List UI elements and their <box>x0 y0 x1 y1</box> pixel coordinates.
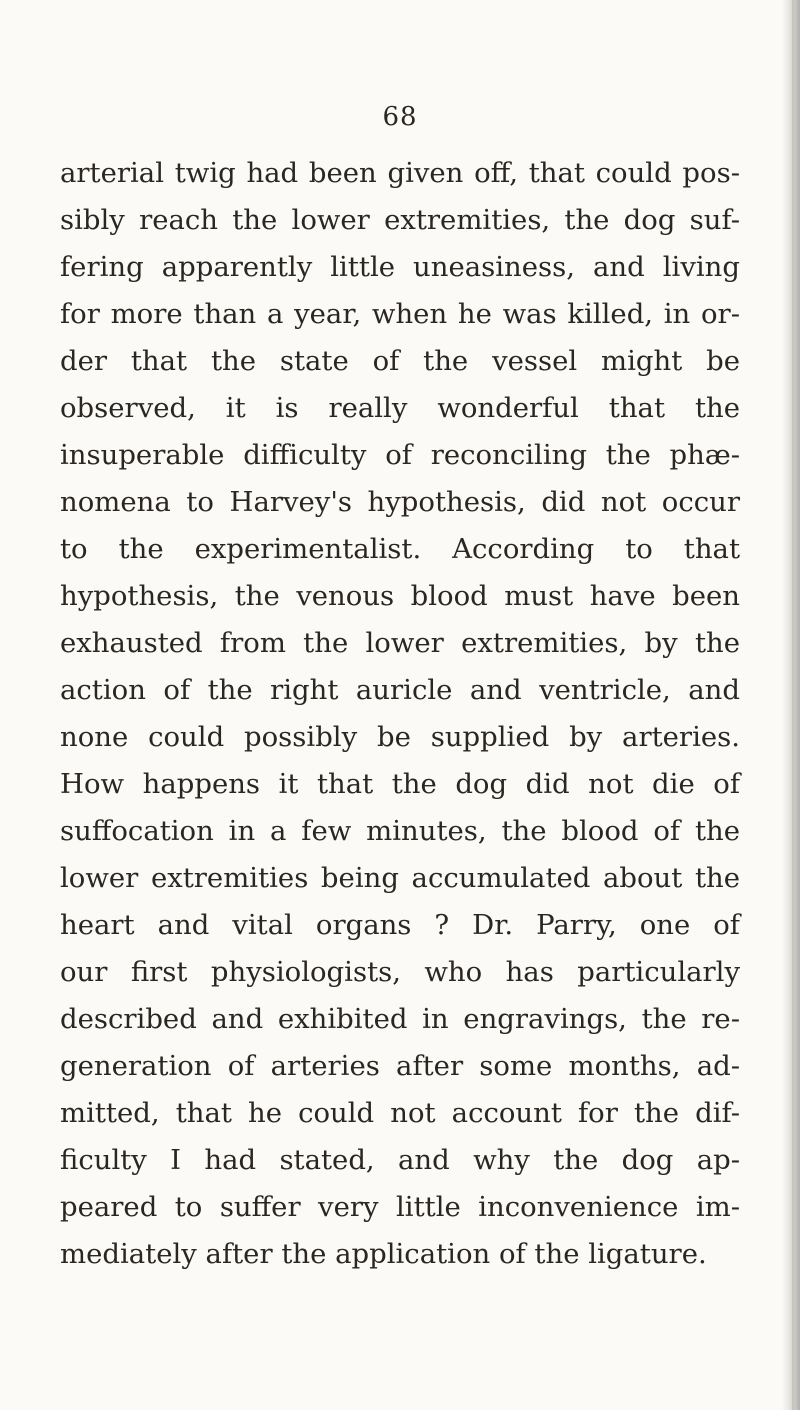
text-line: our first physiologists, who has particularly <box>60 956 740 988</box>
text-line: action of the right auricle and ventricle, and <box>60 674 740 706</box>
text-line: exhausted from the lower extremities, by the <box>60 627 740 659</box>
text-line: sibly reach the lower extremities, the dog suf- <box>60 204 740 236</box>
text-line: generation of arteries after some months, ad- <box>60 1050 740 1082</box>
text-line: lower extremities being accumulated about the <box>60 862 740 894</box>
text-line: insuperable difficulty of reconciling the phæ- <box>60 439 740 471</box>
body-paragraph <box>60 150 740 1278</box>
text-line: nomena to Harvey's hypothesis, did not occur <box>60 486 740 518</box>
text-line: to the experimentalist. According to that <box>60 533 740 565</box>
text-line: How happens it that the dog did not die of <box>60 768 740 800</box>
text-line: for more than a year, when he was killed, in or- <box>60 298 740 330</box>
text-line: hypothesis, the venous blood must have been <box>60 580 740 612</box>
text-line: arterial twig had been given off, that could pos- <box>60 157 740 189</box>
page-edge-line <box>792 0 794 1410</box>
text-line: described and exhibited in engravings, the re- <box>60 1003 740 1035</box>
text-line: observed, it is really wonderful that the <box>60 392 740 424</box>
text-line: der that the state of the vessel might be <box>60 345 740 377</box>
text-line: mitted, that he could not account for the dif- <box>60 1097 740 1129</box>
page-edge-shadow <box>782 0 800 1410</box>
text-line: suffocation in a few minutes, the blood of the <box>60 815 740 847</box>
text-line: ficulty I had stated, and why the dog ap- <box>60 1144 740 1176</box>
text-line: fering apparently little uneasiness, and living <box>60 251 740 283</box>
text-line: peared to suffer very little inconvenience im- <box>60 1191 740 1223</box>
page-number: 68 <box>382 102 418 132</box>
text-line: heart and vital organs ? Dr. Parry, one of <box>60 909 740 941</box>
text-line: mediately after the application of the ligature. <box>60 1238 707 1270</box>
text-line: none could possibly be supplied by arteries. <box>60 721 740 753</box>
